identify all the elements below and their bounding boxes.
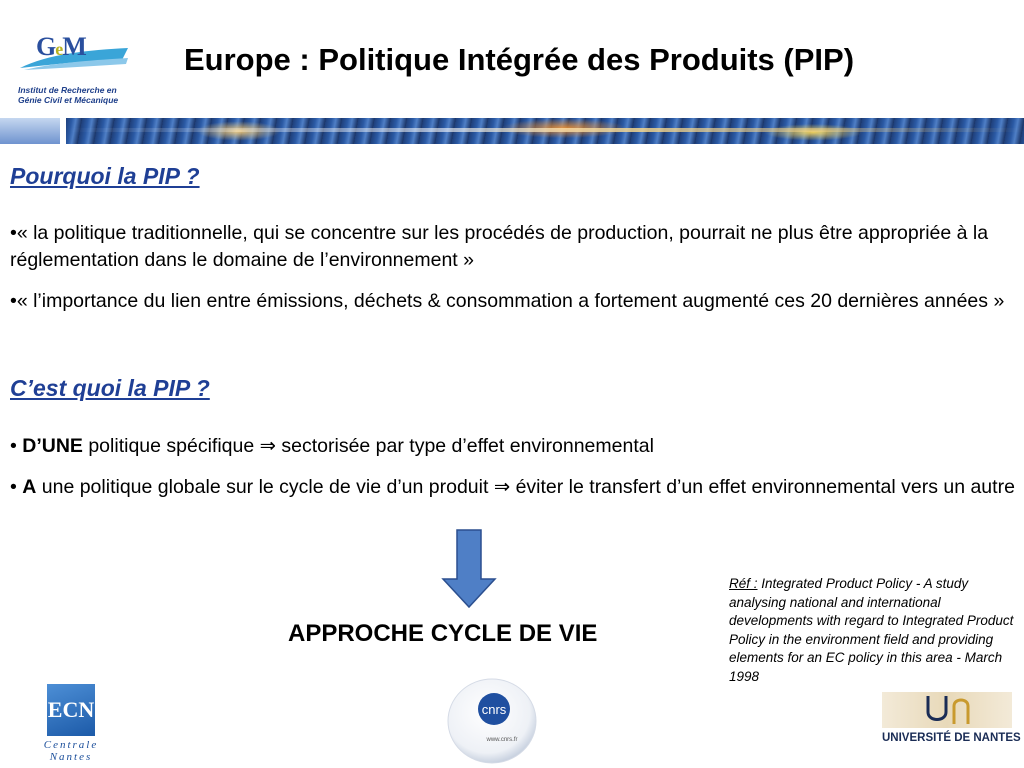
gem-line-2: Génie Civil et Mécanique — [18, 95, 119, 105]
nantes-name: UNIVERSITÉ DE NANTES — [882, 732, 1021, 744]
gem-logo — [14, 28, 138, 112]
cnrs-url: www.cnrs.fr — [486, 737, 518, 743]
bullet-why-1: •« la politique traditionnelle, qui se concentre sur les procédés de production, pourrait ne plus être appropriée à la réglementation dans le domaine de l’environnement » — [10, 222, 989, 271]
ecn-mark: ECN — [47, 684, 95, 736]
nantes-un-icon — [924, 694, 972, 726]
cnrs-mark: cnrs — [481, 702, 507, 717]
cnrs-logo — [446, 677, 538, 765]
implies-arrow-icon: ⇒ — [259, 435, 276, 457]
centrale-nantes-logo — [38, 684, 104, 764]
gem-line-1: Institut de Recherche en — [18, 85, 117, 95]
bullet-what-2-bold: A — [22, 476, 37, 498]
gem-wordmark: GeM — [36, 32, 86, 61]
conclusion-text: APPROCHE CYCLE DE VIE — [288, 620, 598, 647]
section-heading-why: Pourquoi la PIP ? — [10, 163, 200, 189]
header-band-left — [0, 118, 60, 144]
slide-title: Europe : Politique Intégrée des Produits (PIP) — [184, 42, 855, 77]
ecn-line-2: Nantes — [49, 751, 93, 763]
bullet-what-1: • D’UNE politique spécifique ⇒ sectorisée par type d’effet environnemental — [10, 435, 654, 457]
implies-arrow-icon: ⇒ — [493, 476, 511, 498]
universite-nantes-logo — [882, 692, 1021, 752]
section-heading-what: C’est quoi la PIP ? — [10, 375, 210, 401]
down-arrow-icon — [441, 529, 497, 609]
ecn-line-1: Centrale — [43, 739, 99, 751]
bullet-what-2: • A une politique globale sur le cycle de vie d’un produit ⇒ éviter le transfert d’un effet environnemental vers un autre — [10, 476, 1015, 498]
header-band — [66, 118, 1024, 144]
bullet-why-2: •« l’importance du lien entre émissions, déchets & consommation a fortement augmenté ces 20 dernières années » — [10, 290, 1005, 312]
reference-label: Réf : — [729, 576, 758, 591]
reference-text: Integrated Product Policy - A study analysing national and international developments with regard to Integrated Product Policy in the environment field and providing elements for an EC policy in this area - March 1998 — [729, 576, 1014, 684]
reference-note — [729, 575, 1019, 686]
bullet-what-1-bold: D’UNE — [22, 435, 83, 457]
